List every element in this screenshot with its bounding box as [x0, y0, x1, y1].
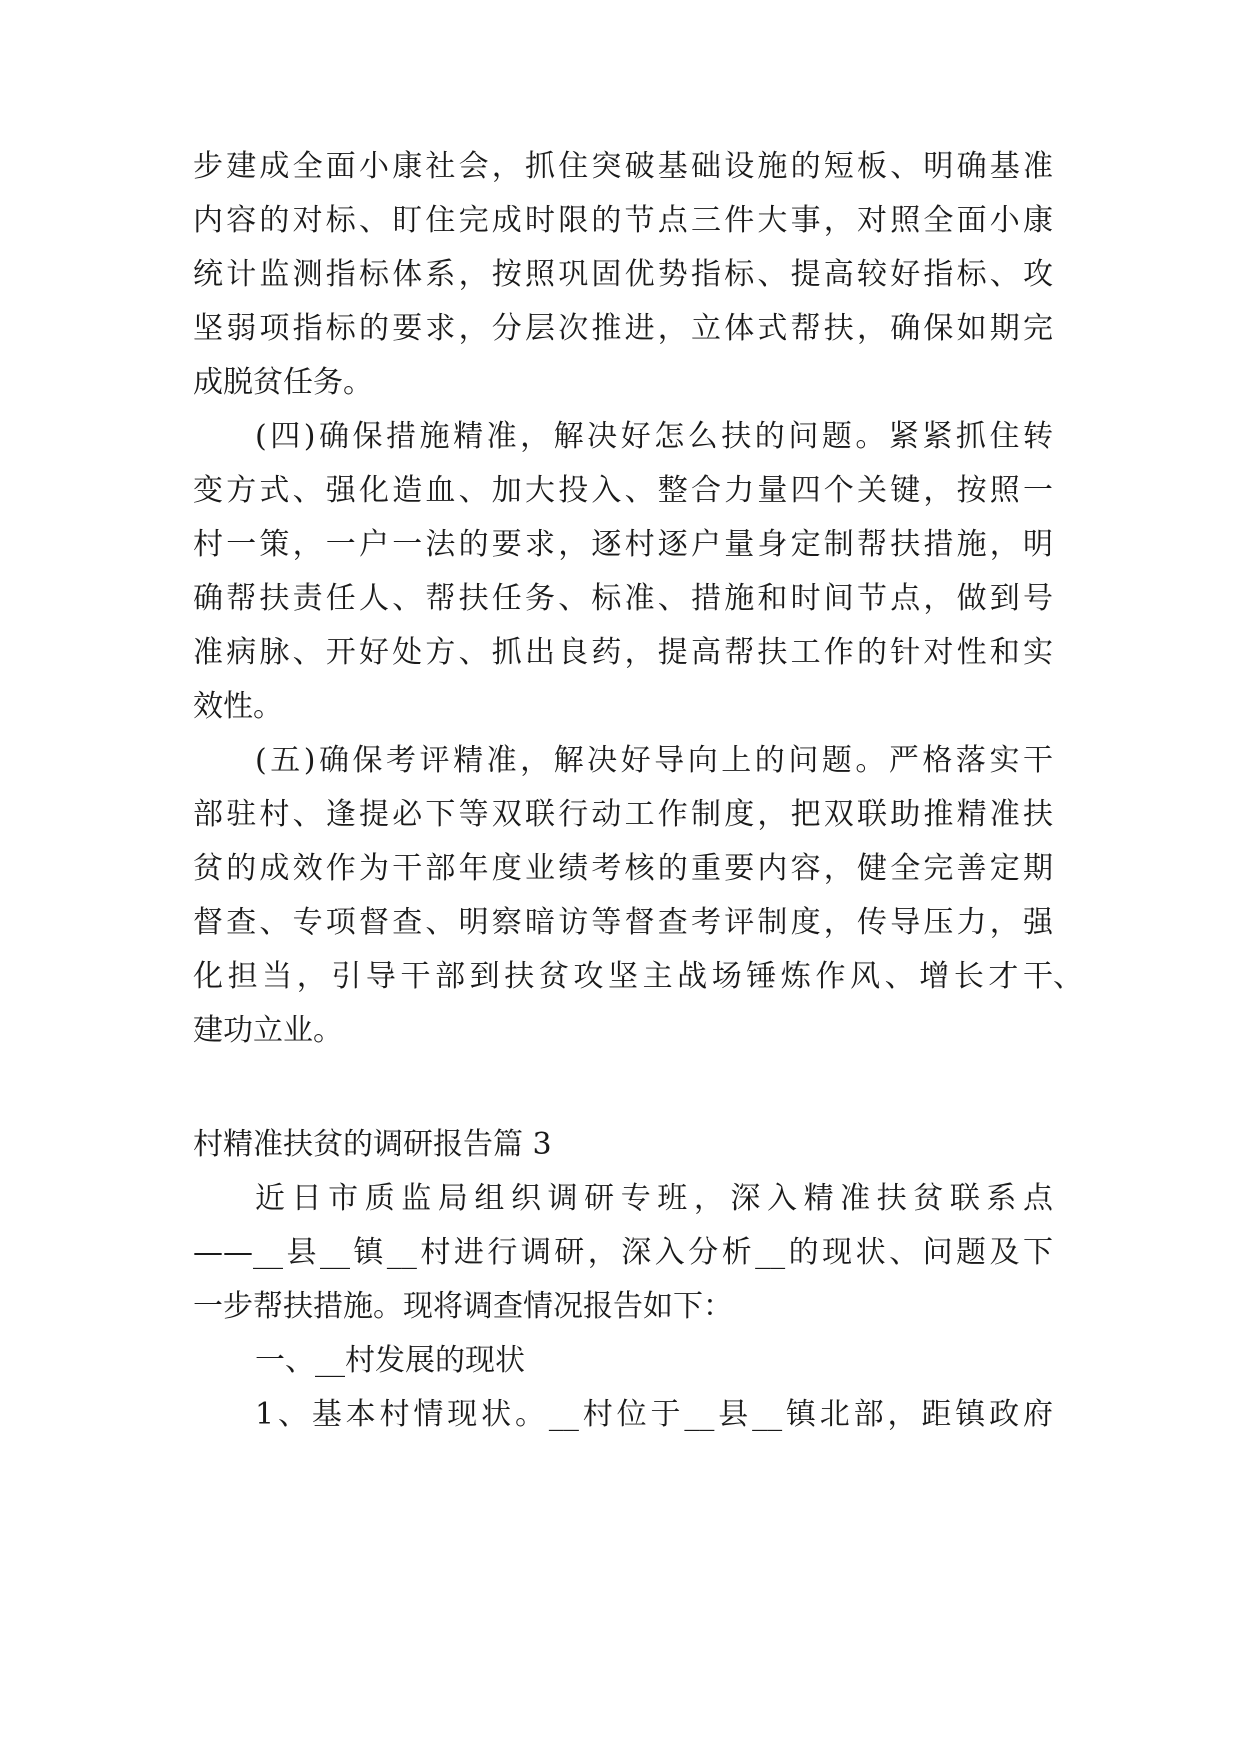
paragraph-line: 1、基本村情现状。__村位于__县__镇北部，距镇政府 — [255, 1397, 1053, 1432]
paragraph-line: 化担当，引导干部到扶贫攻坚主战场锤炼作风、增长才干 — [193, 959, 1053, 994]
paragraph-line: 准病脉、开好处方、抓出良药，提高帮扶工作的针对性和实 — [193, 635, 1053, 670]
paragraph-line: ——__县__镇__村进行调研，深入分析__的现状、问题及下 — [193, 1235, 1053, 1270]
paragraph-line: 近日市质监局组织调研专班，深入精准扶贫联系点 — [255, 1181, 1053, 1216]
paragraph-line: 确帮扶责任人、帮扶任务、标准、措施和时间节点，做到号 — [193, 581, 1053, 616]
section-heading: 村精准扶贫的调研报告篇 3 — [193, 1127, 552, 1162]
paragraph-line: (四)确保措施精准，解决好怎么扶的问题。紧紧抓住转 — [255, 419, 1053, 454]
paragraph-line: 变方式、强化造血、加大投入、整合力量四个关键，按照一 — [193, 473, 1053, 508]
paragraph-line: (五)确保考评精准，解决好导向上的问题。严格落实干 — [255, 743, 1053, 778]
paragraph-line: 一步帮扶措施。现将调查情况报告如下： — [193, 1289, 733, 1324]
overflow-punctuation: 、 — [1053, 959, 1083, 994]
paragraph-line: 建功立业。 — [193, 1013, 343, 1048]
paragraph-line: 贫的成效作为干部年度业绩考核的重要内容，健全完善定期 — [193, 851, 1053, 886]
paragraph-line: 统计监测指标体系，按照巩固优势指标、提高较好指标、攻 — [193, 257, 1053, 292]
paragraph-line: 成脱贫任务。 — [193, 365, 373, 400]
paragraph-line: 内容的对标、盯住完成时限的节点三件大事，对照全面小康 — [193, 203, 1053, 238]
paragraph-line: 步建成全面小康社会，抓住突破基础设施的短板、明确基准 — [193, 149, 1053, 184]
paragraph-line: 效性。 — [193, 689, 283, 724]
paragraph-line: 坚弱项指标的要求，分层次推进，立体式帮扶，确保如期完 — [193, 311, 1053, 346]
subheading: 一、__村发展的现状 — [255, 1343, 525, 1378]
paragraph-line: 督查、专项督查、明察暗访等督查考评制度，传导压力，强 — [193, 905, 1053, 940]
paragraph-line: 部驻村、逢提必下等双联行动工作制度，把双联助推精准扶 — [193, 797, 1053, 832]
paragraph-line: 村一策，一户一法的要求，逐村逐户量身定制帮扶措施，明 — [193, 527, 1053, 562]
